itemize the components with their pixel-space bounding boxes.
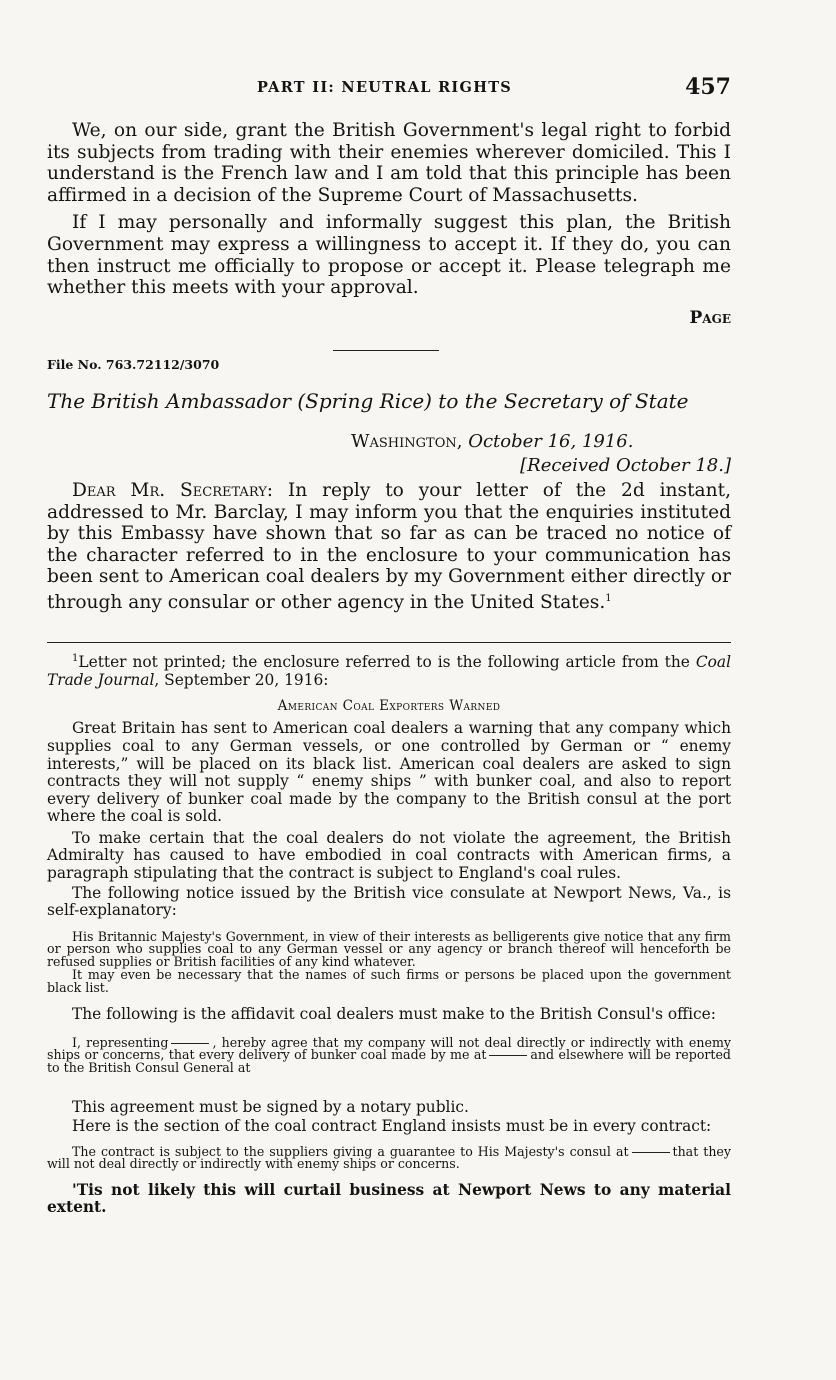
affidavit-blank-2 [489, 1055, 527, 1056]
journal-name: Coal Trade Journal [47, 653, 731, 689]
letter-body [47, 480, 731, 614]
page-number: 457 [685, 74, 731, 100]
article-paragraph-1: Great Britain has sent to American coal dealers a warning that any company which supplies coal to any German vessels, or one controlled by German or “ enemy interests,” will be placed on its black list. American coal dealers are asked to sign contracts they will not supply “ enemy ships ” with bunker coal, and also to report every delivery of bunker coal made by the company to the British consul at the port where the coal is sold. [47, 719, 731, 826]
file-number: File No. 763.72112/3070 [47, 357, 220, 372]
footnote-intro: $^1$Letter not printed; the enclosure referred to is the following article from the Coal Trade Journal, September 20, 1916: [47, 653, 731, 689]
contract-clause: The contract is subject to the suppliers giving a guarantee to His Majesty's consul at that they will not deal directly or indirectly with enemy ships or concerns. [47, 1143, 731, 1172]
notice-paragraph-1: His Britannic Majesty's Government, in view of their interests as belligerents give notice that any firm or person who supplies coal to any German vessel or any agency or branch thereof will henceforth be refused supplies or British facilities of any kind whatever. [47, 928, 731, 969]
letter-date: October 16, 1916. [468, 431, 634, 452]
footnote-reference: 1 [605, 592, 612, 604]
salutation: Dear Mr. Secretary: [72, 480, 274, 501]
article-paragraph-6: Here is the section of the coal contract England insists must be in every contract: [72, 1117, 712, 1136]
document-page [47, 0, 731, 1380]
running-header-title: PART II: NEUTRAL RIGHTS [257, 79, 513, 96]
opening-paragraph-1: We, on our side, grant the British Government's legal right to forbid its subjects from trading with their enemies wherever domiciled. This I understand is the French law and I am told that this principle has been affirmed in a decision of the Supreme Court of Massachusetts. [47, 120, 731, 206]
article-paragraph-4: The following is the affidavit coal dealers must make to the British Consul's office: [72, 1005, 716, 1024]
received-date: [Received October 18.] [520, 455, 731, 476]
article-paragraph-3: The following notice issued by the British vice consulate at Newport News, Va., is self-explanatory: [47, 883, 731, 920]
affidavit-text: I, representing , hereby agree that my company will not deal directly or indirectly with enemy ships or concerns, that every delivery of bunker coal made by me at and elsewhere will be reported to the British Consul General at [47, 1034, 732, 1075]
signature-page: Page [689, 307, 731, 328]
contract-blank [632, 1152, 670, 1153]
article-title: American Coal Exporters Warned [277, 698, 501, 715]
notice-paragraph-2: It may even be necessary that the names of such firms or persons be placed upon the government black list. [47, 967, 731, 995]
affidavit-blank-1 [171, 1043, 209, 1044]
footnote-marker: 1 [72, 653, 79, 664]
article-paragraph-5: This agreement must be signed by a notary public. [72, 1098, 469, 1117]
running-header [47, 76, 731, 102]
article-paragraph-2: To make certain that the coal dealers do not violate the agreement, the British Admiralty has caused to have embodied in coal contracts with American firms, a paragraph stipulating that the contract is subject to England's coal rules. [47, 828, 731, 883]
footnote [47, 650, 731, 1217]
letter-body-text: In reply to your letter of the 2d instant, addressed to Mr. Barclay, I may inform you that the enquiries instituted by this Embassy have shown that so far as can be traced no notice of the character referred to in the enclosure to your communication has been sent to American coal dealers by my Government either directly or through any consular or other agency in the United States. [47, 480, 731, 614]
place-name: Washington, [351, 431, 463, 452]
section-divider [333, 350, 439, 351]
opening-paragraph-2: If I may personally and informally suggest this plan, the British Government may express a willingness to accept it. If they do, you can then instruct me officially to propose or accept it. Please telegraph me whether this meets with your approval. [47, 212, 731, 299]
footnote-rule [47, 642, 731, 643]
dateline [351, 431, 633, 452]
article-paragraph-7: 'Tis not likely this will curtail business at Newport News to any material extent. [47, 1180, 731, 1217]
opening-section [47, 120, 731, 328]
document-title: The British Ambassador (Spring Rice) to the Secretary of State [47, 389, 689, 413]
